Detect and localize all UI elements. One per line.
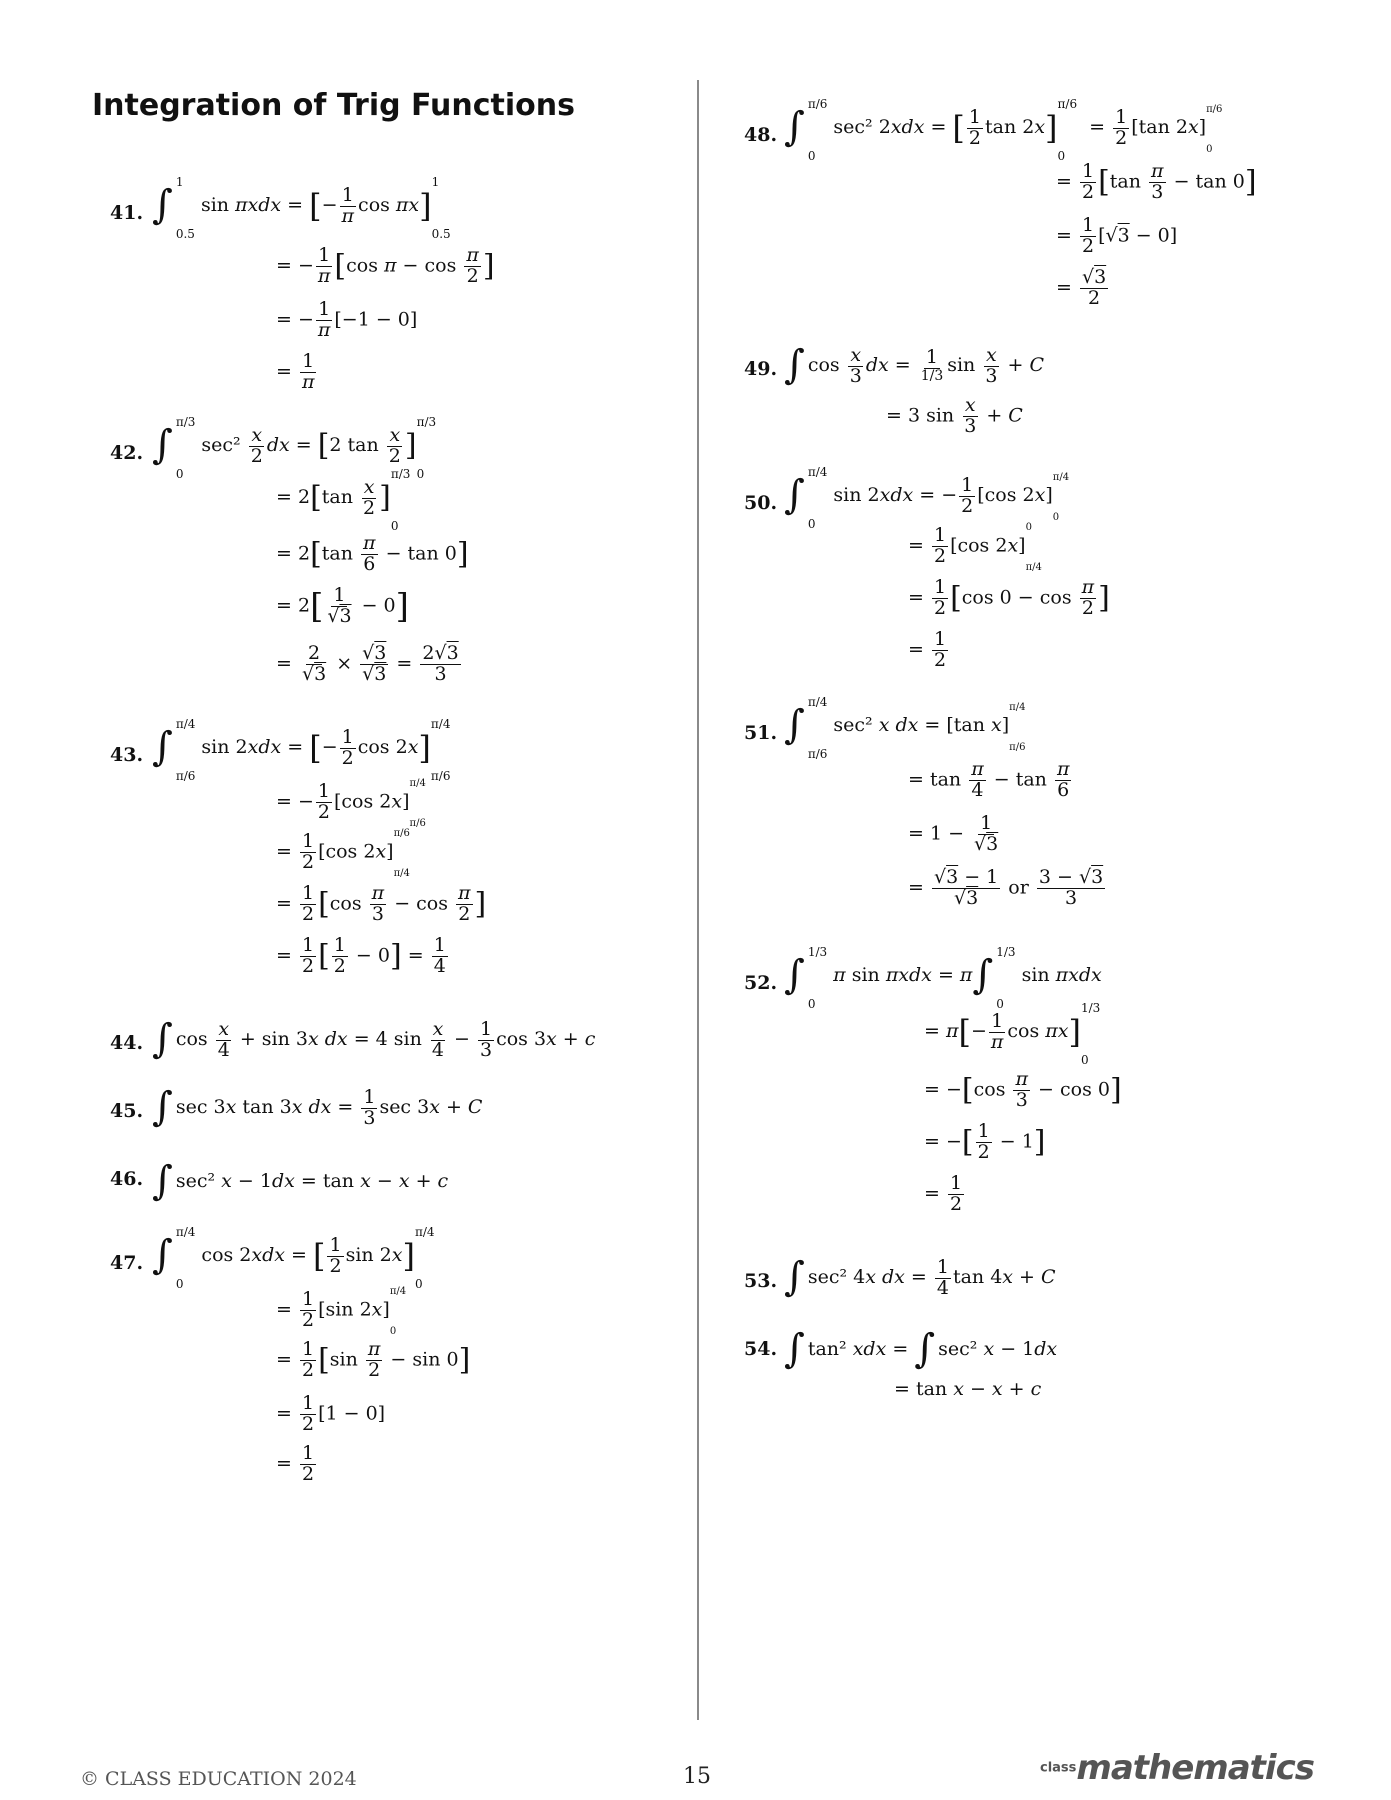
problem-number: 48. bbox=[744, 124, 778, 146]
problem-number: 43. bbox=[110, 744, 144, 766]
problem-number: 54. bbox=[744, 1338, 778, 1360]
problem-number: 47. bbox=[110, 1252, 144, 1274]
copyright-notice: © CLASS EDUCATION 2024 bbox=[80, 1768, 357, 1790]
problem-number: 44. bbox=[110, 1032, 144, 1054]
problem-number: 50. bbox=[744, 492, 778, 514]
logo-class-text: class bbox=[1040, 1760, 1077, 1776]
class-mathematics-logo bbox=[1040, 1748, 1314, 1788]
page-number: 15 bbox=[683, 1764, 711, 1789]
problem-number: 51. bbox=[744, 722, 778, 744]
problem-number: 52. bbox=[744, 972, 778, 994]
problem-number: 46. bbox=[110, 1168, 144, 1190]
problem-number: 53. bbox=[744, 1270, 778, 1292]
column-divider bbox=[697, 80, 699, 1720]
page-title: Integration of Trig Functions bbox=[92, 88, 575, 123]
problem-number: 45. bbox=[110, 1100, 144, 1122]
logo-mathematics-text: mathematics bbox=[1076, 1748, 1314, 1788]
problem-number: 49. bbox=[744, 358, 778, 380]
problem-number: 42. bbox=[110, 442, 144, 464]
problem-number: 41. bbox=[110, 202, 144, 224]
